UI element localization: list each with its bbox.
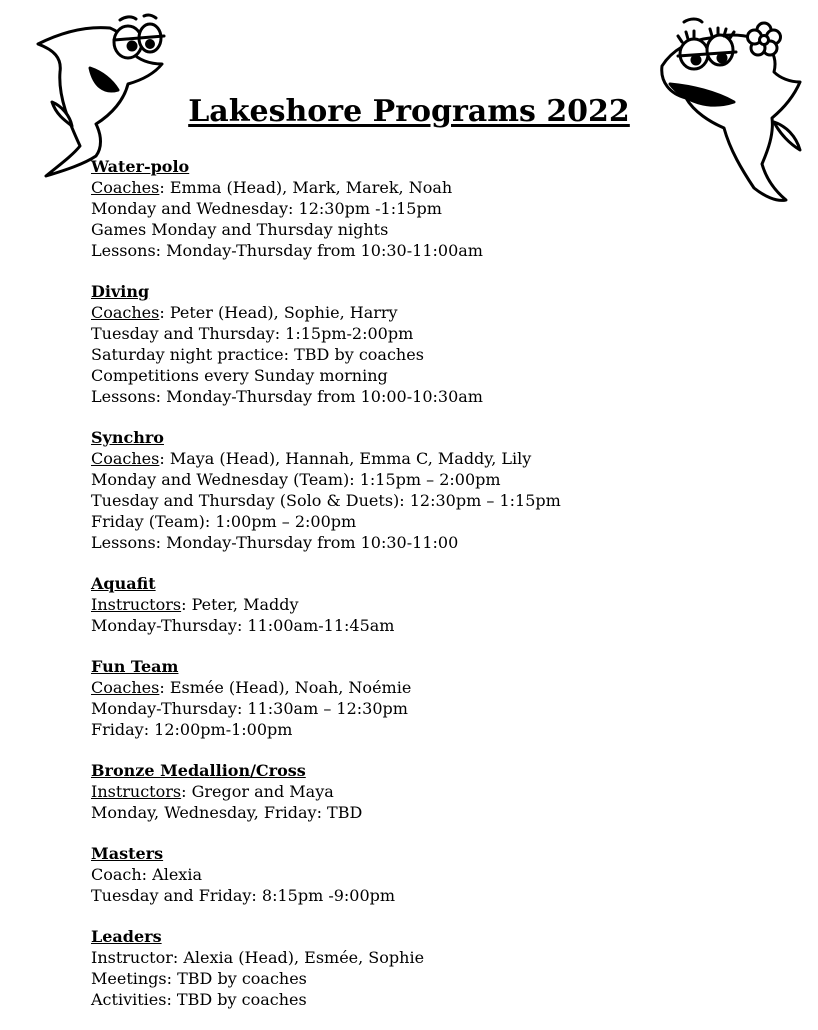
schedule-line: Activities: TBD by coaches bbox=[91, 990, 307, 1009]
schedule-line: Competitions every Sunday morning bbox=[91, 366, 388, 385]
program-section-masters bbox=[91, 843, 771, 906]
program-heading: Synchro bbox=[91, 428, 164, 447]
schedule-line: Lessons: Monday-Thursday from 10:00-10:30am bbox=[91, 387, 483, 406]
schedule-line: Lessons: Monday-Thursday from 10:30-11:00 bbox=[91, 533, 459, 552]
schedule-line: Tuesday and Thursday: 1:15pm-2:00pm bbox=[91, 324, 414, 343]
program-list bbox=[91, 156, 771, 1030]
program-heading: Leaders bbox=[91, 927, 162, 946]
program-section-water-polo bbox=[91, 156, 771, 261]
program-section-aquafit bbox=[91, 573, 771, 636]
program-heading: Fun Team bbox=[91, 657, 179, 676]
staff-label: Coaches bbox=[91, 449, 160, 468]
program-heading: Aquafit bbox=[91, 574, 156, 593]
schedule-line: Games Monday and Thursday nights bbox=[91, 220, 389, 239]
schedule-line: Monday and Wednesday (Team): 1:15pm – 2:00pm bbox=[91, 470, 501, 489]
staff-label: Instructors bbox=[91, 782, 182, 801]
program-staff: Coach: Alexia bbox=[91, 865, 202, 884]
schedule-line: Monday-Thursday: 11:00am-11:45am bbox=[91, 616, 395, 635]
program-staff bbox=[91, 177, 771, 198]
program-section-diving bbox=[91, 281, 771, 407]
staff-label: Coaches bbox=[91, 678, 160, 697]
staff-names: : Peter, Maddy bbox=[181, 595, 299, 614]
program-staff bbox=[91, 448, 771, 469]
staff-names: : Emma (Head), Mark, Marek, Noah bbox=[159, 178, 453, 197]
program-section-synchro bbox=[91, 427, 771, 553]
staff-label: Coaches bbox=[91, 178, 160, 197]
schedule-line: Monday and Wednesday: 12:30pm -1:15pm bbox=[91, 199, 442, 218]
schedule-line: Friday: 12:00pm-1:00pm bbox=[91, 720, 293, 739]
program-staff bbox=[91, 677, 771, 698]
schedule-line: Meetings: TBD by coaches bbox=[91, 969, 307, 988]
program-heading: Masters bbox=[91, 844, 164, 863]
program-section-bronze-medallion bbox=[91, 760, 771, 823]
staff-names: : Esmée (Head), Noah, Noémie bbox=[159, 678, 412, 697]
staff-label: Instructors bbox=[91, 595, 182, 614]
staff-label: Coaches bbox=[91, 303, 160, 322]
program-heading: Water-polo bbox=[91, 157, 190, 176]
staff-names: : Peter (Head), Sophie, Harry bbox=[159, 303, 398, 322]
program-staff bbox=[91, 781, 771, 802]
schedule-line: Lessons: Monday-Thursday from 10:30-11:00am bbox=[91, 241, 483, 260]
schedule-line: Friday (Team): 1:00pm – 2:00pm bbox=[91, 512, 357, 531]
schedule-line: Monday-Thursday: 11:30am – 12:30pm bbox=[91, 699, 408, 718]
staff-names: : Gregor and Maya bbox=[181, 782, 334, 801]
program-staff bbox=[91, 302, 771, 323]
program-heading: Diving bbox=[91, 282, 150, 301]
program-section-leaders bbox=[91, 926, 771, 1010]
staff-names: : Maya (Head), Hannah, Emma C, Maddy, Lily bbox=[159, 449, 532, 468]
schedule-line: Tuesday and Friday: 8:15pm -9:00pm bbox=[91, 886, 396, 905]
schedule-line: Tuesday and Thursday (Solo & Duets): 12:30pm – 1:15pm bbox=[91, 491, 561, 510]
program-staff bbox=[91, 594, 771, 615]
schedule-line: Monday, Wednesday, Friday: TBD bbox=[91, 803, 363, 822]
schedule-line: Saturday night practice: TBD by coaches bbox=[91, 345, 424, 364]
page-title: Lakeshore Programs 2022 bbox=[188, 94, 630, 129]
program-heading: Bronze Medallion/Cross bbox=[91, 761, 306, 780]
program-section-fun-team bbox=[91, 656, 771, 740]
program-staff: Instructor: Alexia (Head), Esmée, Sophie bbox=[91, 948, 425, 967]
